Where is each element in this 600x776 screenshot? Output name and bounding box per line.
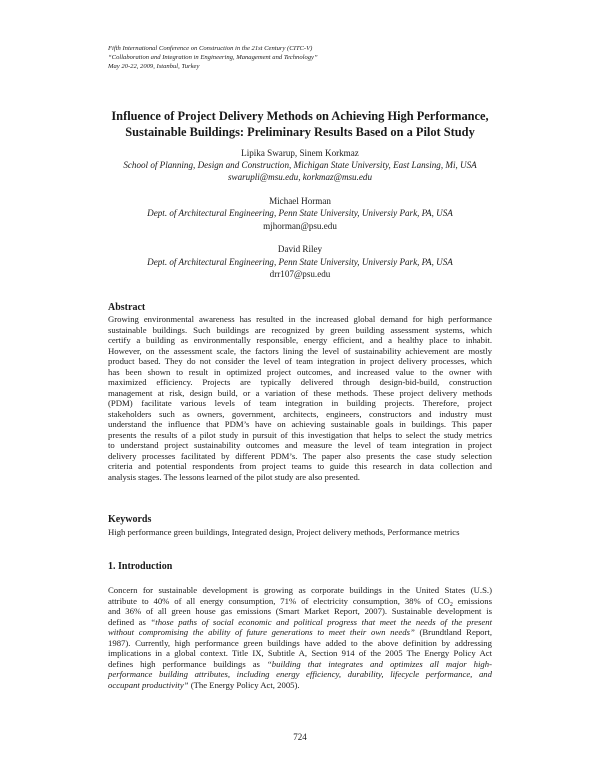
keywords-body bbox=[108, 527, 492, 538]
intro-line: occupant productivity” (The Energy Policy Act, 2005). bbox=[108, 679, 300, 690]
abstract-line: Growing environmental awareness has resulted in the increased global demand for high performance bbox=[108, 314, 492, 324]
abstract-line: understand the influence that PDM’s have on achieving sustainable goals in buildings. This paper bbox=[108, 419, 492, 429]
abstract-line: analysis stages. The lessons learned of the pilot study are also presented. bbox=[108, 471, 360, 482]
abstract-line: presents the results of a pilot study in pursuit of this investigation that helps to select the study metrics bbox=[108, 429, 492, 440]
abstract-line: However, on the assessment scale, the factors lining the level of sustainability achievement are mostly bbox=[108, 345, 492, 356]
abstract-line: management at risk, design build, or a variation of these methods. These project delivery methods bbox=[108, 387, 492, 398]
author-email: mjhorman@psu.edu bbox=[263, 220, 337, 231]
abstract-body bbox=[108, 314, 492, 482]
author-affiliation: School of Planning, Design and Construction, Michigan State University, East Lansing, Mi, USA bbox=[123, 160, 477, 171]
author-block bbox=[100, 147, 500, 292]
conference-theme: “Collaboration and Integration in Engineering, Management and Technology” bbox=[108, 54, 318, 61]
abstract-line: certify a building as environmentally responsible, energy efficient, and a healthy place to inhabit. bbox=[108, 335, 492, 345]
abstract-line: product based. They do not consider the level of team integration in project delivery processes, which bbox=[108, 356, 492, 366]
intro-line: defines high performance buildings as “building that integrates and optimizes all major high- bbox=[108, 658, 492, 669]
abstract-line: maximized efficiency. Projects are typically delivered through design-bid-build, construction bbox=[108, 377, 492, 387]
intro-line: attribute to 40% of all energy consumption, 71% of electricity consumption, 38% of $CO_2$ emissions bbox=[108, 595, 492, 608]
author-email: swarupli@msu.edu, korkmaz@msu.edu bbox=[227, 172, 373, 183]
keywords-heading: Keywords bbox=[108, 514, 152, 525]
intro-line: and 36% of all green house gas emissions (Smart Market Report, 2007). Sustainable development is bbox=[108, 606, 492, 616]
abstract-line: sustainable buildings. Such buildings are recognized by green building assessment systems, which bbox=[108, 324, 492, 335]
abstract-line: delivery processes facilitated by different PDM’s. The paper also presents the case study selection bbox=[108, 450, 492, 461]
author-affiliation: Dept. of Architectural Engineering, Penn State University, Universiy Park, PA, USA bbox=[147, 208, 453, 219]
introduction-heading: 1. Introduction bbox=[108, 561, 173, 572]
intro-line: implications in a global context. Title IX, Subtitle A, Section 914 of the 2005 The Energy Policy Act bbox=[108, 648, 492, 658]
title-line-1: Influence of Project Delivery Methods on Achieving High Performance, bbox=[111, 109, 489, 123]
abstract-line: criteria and potential respondents from project teams to guide this research in data collection and bbox=[108, 461, 492, 471]
conference-header bbox=[108, 44, 508, 71]
author-names: Lipika Swarup, Sinem Korkmaz bbox=[241, 148, 359, 158]
author-group-3 bbox=[100, 243, 500, 280]
title-line-2: Sustainable Buildings: Preliminary Results Based on a Pilot Study bbox=[125, 125, 475, 139]
conference-date-location: May 20-22, 2009, Istanbul, Turkey bbox=[108, 63, 200, 70]
introduction-body bbox=[108, 585, 492, 690]
abstract-line: stakeholders such as owners, government, architects, engineers, constructors and industry must bbox=[108, 408, 492, 419]
page-number: 724 bbox=[293, 732, 307, 742]
abstract-line: (PDM) facilitate various levels of team integration in building projects. Therefore, project bbox=[108, 398, 492, 408]
author-names: Michael Horman bbox=[269, 196, 331, 207]
intro-line: performance building attributes, including energy efficiency, durability, lifecycle performance, and bbox=[108, 669, 492, 679]
author-affiliation: Dept. of Architectural Engineering, Penn State University, Universiy Park, PA, USA bbox=[147, 256, 453, 267]
abstract-line: to understand project sustainability outcomes and measure the level of team integration in project bbox=[108, 440, 492, 450]
intro-line: Concern for sustainable development is growing as corporate buildings in the United States (U.S.) bbox=[108, 585, 492, 595]
conference-name: Fifth International Conference on Construction in the 21st Century (CITC-V) bbox=[108, 45, 313, 52]
author-group-1 bbox=[100, 147, 500, 184]
intro-line: defined as “those paths of social economic and political progress that meet the needs of the present bbox=[108, 616, 492, 627]
intro-line: 1987). Currently, high performance green buildings have added to the above definition by addressing bbox=[108, 637, 492, 648]
abstract-heading: Abstract bbox=[108, 302, 146, 313]
author-group-2 bbox=[100, 195, 500, 232]
author-names: David Riley bbox=[277, 244, 323, 255]
paper-title bbox=[100, 108, 500, 140]
intro-line: without compromising the ability of future generations to meet their own needs” (Brundtland Report, bbox=[108, 627, 492, 637]
keywords-text: High performance green buildings, Integrated design, Project delivery methods, Performance metrics bbox=[108, 527, 460, 537]
abstract-line: has been shown to result in optimized project outcomes, and increased value to the owner with bbox=[108, 366, 492, 377]
author-email: drr107@psu.edu bbox=[269, 268, 331, 279]
